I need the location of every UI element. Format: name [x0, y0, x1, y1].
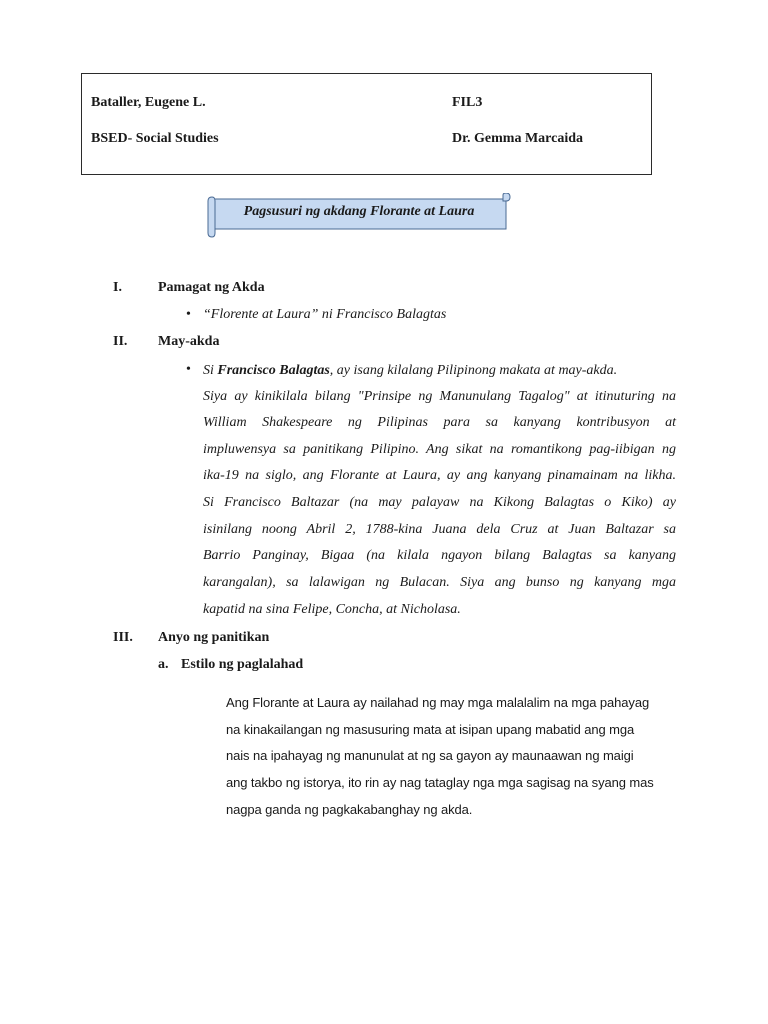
paragraph-line: ika-19 na siglo, ang Florante at Laura, ay ang kanyang pinamainam na likha. — [203, 468, 676, 483]
paragraph-line: Si Francisco Baltazar (na may palayaw na Kikong Balagtas o Kiko) ay — [203, 495, 676, 510]
subsection-line: ang takbo ng istorya, ito rin ay nag tataglay nga mga sagisag na syang mas — [226, 775, 654, 790]
subsection-line: nagpa ganda ng pagkakabanghay ng akda. — [226, 802, 473, 817]
section-title-3: Anyo ng panitikan — [158, 630, 270, 645]
paragraph-line: impluwensya sa panitikang Pilipino. Ang sikat na romantikong pag-iibigan ng — [203, 442, 676, 457]
subsection-letter: a. — [158, 657, 169, 672]
bullet-text-1: “Florente at Laura” ni Francisco Balagtas — [203, 307, 447, 322]
subsection-line: na kinakailangan ng masusuring mata at isipan upang mabatid ang mga — [226, 722, 635, 737]
student-name: Bataller, Eugene L. — [91, 95, 206, 110]
paragraph-line: William Shakespeare ng Pilipinas para sa kanyang kontribusyon at — [203, 415, 676, 430]
banner-title: Pagsusuri ng akdang Florante at Laura — [243, 204, 475, 219]
section-numeral-3: III. — [113, 630, 133, 645]
subsection-title: Estilo ng paglalahad — [181, 657, 304, 672]
bullet-prefix: Si — [203, 363, 214, 378]
line-text: , ay isang kilalang Pilipinong makata at may-akda. — [329, 363, 618, 378]
paragraph-line: Siya ay kinikilala bilang "Prinsipe ng Manunulang Tagalog" at itinuturing na — [203, 389, 676, 404]
paragraph-line: isinilang noong Abril 2, 1788-kina Juana dela Cruz at Juan Baltazar sa — [203, 522, 676, 537]
section-numeral-2: II. — [113, 334, 128, 349]
bullet-dot: • — [186, 307, 191, 322]
instructor: Dr. Gemma Marcaida — [452, 131, 584, 146]
section-title-1: Pamagat ng Akda — [158, 280, 265, 295]
subsection-line: Ang Florante at Laura ay nailahad ng may mga malalalim na mga pahayag — [226, 695, 650, 710]
bullet-dot: • — [186, 362, 191, 377]
paragraph-line — [203, 361, 676, 381]
section-title-2: May-akda — [158, 334, 220, 349]
header-box — [81, 73, 652, 175]
paragraph-line: Barrio Panginay, Bigaa (na kilala ngayon bilang Balagtas sa kanyang — [203, 548, 676, 563]
subsection-line: nais na ipahayag ng manunulat at ng sa gayon ay maunaawan ng maigi — [226, 748, 634, 763]
program: BSED- Social Studies — [91, 131, 219, 146]
paragraph-line: karangalan), sa lalawigan ng Bulacan. Siya ang bunso ng kanyang mga — [203, 575, 676, 590]
title-banner — [206, 193, 512, 239]
course-code: FIL3 — [452, 95, 483, 110]
paragraph-line: kapatid na sina Felipe, Concha, at Nicholasa. — [203, 602, 461, 617]
author-name: Francisco Balagtas — [217, 363, 330, 378]
section-numeral-1: I. — [113, 280, 122, 295]
